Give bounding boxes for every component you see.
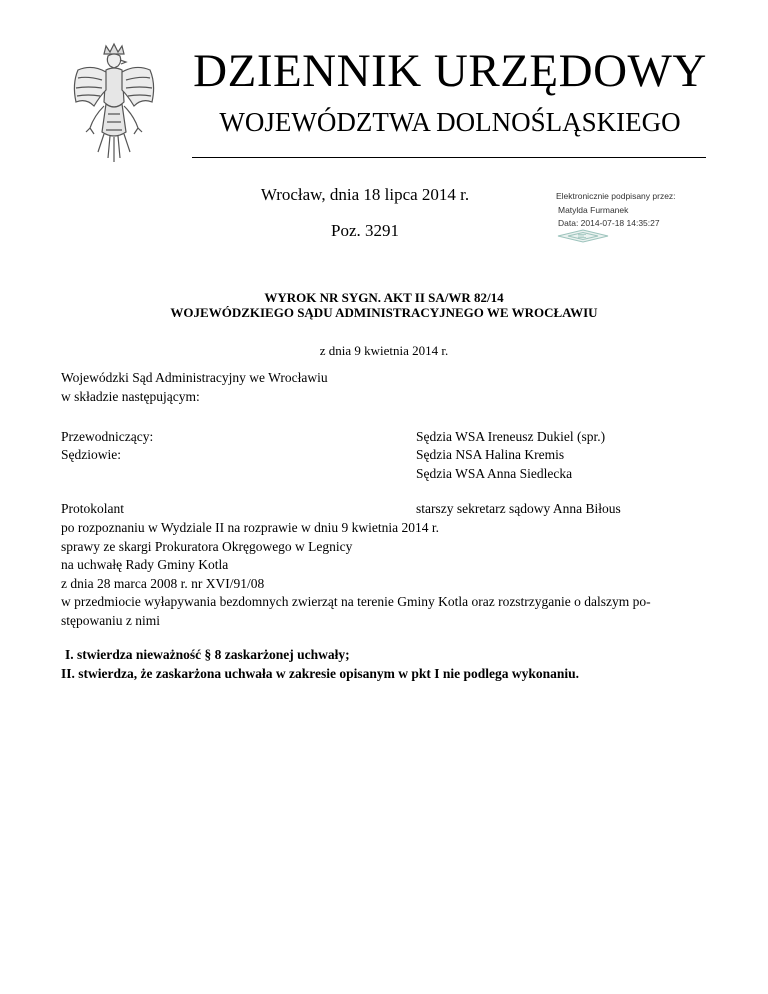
clerk-label: Protokolant: [61, 501, 124, 516]
heading-line-1: WYROK NR SYGN. AKT II SA/WR 82/14: [264, 290, 504, 305]
court-composition-intro: w składzie następującym:: [61, 388, 200, 404]
electronic-signature: [556, 190, 676, 231]
polish-eagle-emblem-icon: [64, 40, 164, 170]
verdict: [61, 646, 579, 683]
chair-label: Przewodniczący:: [61, 429, 154, 444]
journal-subtitle: WOJEWÓDZTWA DOLNOŚLĄSKIEGO: [219, 107, 681, 137]
header-divider: [192, 157, 706, 158]
document-heading: [60, 290, 708, 320]
signature-date: Data: 2014-07-18 14:35:27: [558, 218, 660, 228]
court-block: [61, 369, 328, 406]
publication-date: Wrocław, dnia 18 lipca 2014 r.: [260, 185, 470, 204]
signature-label: Elektronicznie podpisany przez:: [556, 191, 676, 201]
court-name: Wojewódzki Sąd Administracyjny we Wrocławiu: [61, 370, 328, 385]
case-line: sprawy ze skargi Prokuratora Okręgowego w Legnicy: [61, 538, 353, 554]
position-number: Poz. 3291: [331, 221, 399, 240]
heading-line-2: WOJEWÓDZKIEGO SĄDU ADMINISTRACYJNEGO WE WROCŁAWIU: [170, 305, 598, 320]
signer-name: Matylda Furmanek: [558, 204, 629, 215]
case-line: w przedmiocie wyłapywania bezdomnych zwierząt na terenie Gminy Kotla oraz rozstrzyganie o dalszym po-: [61, 594, 651, 609]
case-line: na uchwałę Rady Gminy Kotla: [61, 557, 229, 572]
verdict-point-2: II. stwierdza, że zaskarżona uchwała w zakresie opisanym w pkt I nie podlega wykonaniu.: [61, 665, 580, 681]
judge-1: Sędzia NSA Halina Kremis: [416, 447, 565, 462]
case-line: z dnia 28 marca 2008 r. nr XVI/91/08: [61, 575, 265, 591]
document-date: z dnia 9 kwietnia 2014 r.: [319, 343, 449, 358]
case-line: stępowaniu z nimi: [61, 612, 160, 628]
e-signature-mark-icon: [556, 229, 610, 243]
verdict-point-1: I. stwierdza nieważność § 8 zaskarżonej uchwały;: [65, 647, 350, 662]
case-line: po rozpoznaniu w Wydziale II na rozprawie w dniu 9 kwietnia 2014 r.: [61, 520, 439, 535]
case-description: [61, 519, 651, 630]
journal-title: DZIENNIK URZĘDOWY: [193, 45, 707, 97]
clerk-name: starszy sekretarz sądowy Anna Biłous: [416, 501, 621, 516]
judge-2: Sędzia WSA Anna Siedlecka: [416, 466, 573, 481]
chair-judge: Sędzia WSA Ireneusz Dukiel (spr.): [416, 429, 606, 444]
judges-label: Sędziowie:: [61, 447, 121, 462]
